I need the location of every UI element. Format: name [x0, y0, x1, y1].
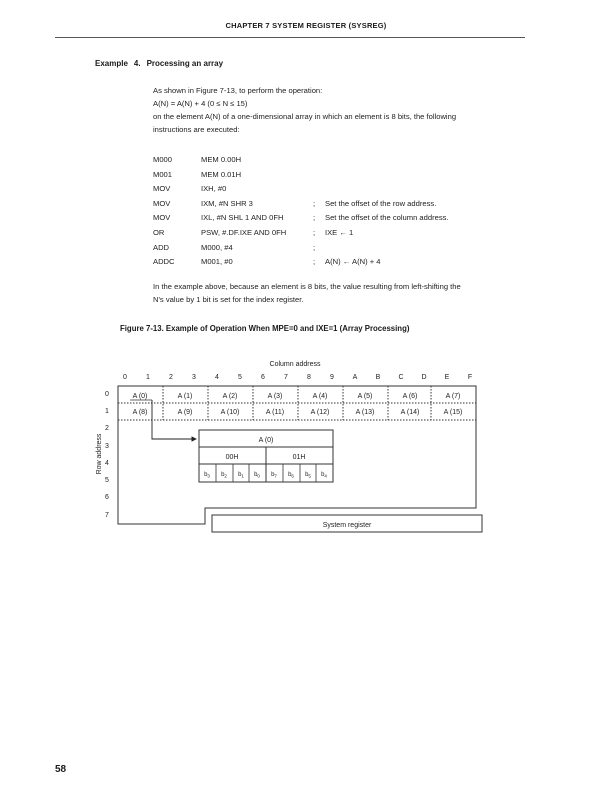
code-comment: A(N) ← A(N) + 4 — [325, 257, 381, 267]
bit-label: $b_0$ — [254, 472, 260, 479]
row-axis-label: Row address — [96, 433, 103, 475]
page-number: 58 — [55, 764, 67, 775]
array-cell: A (5) — [357, 393, 373, 400]
code-comment: IXE ← 1 — [325, 227, 354, 237]
a0-detail-title: A (0) — [258, 437, 274, 444]
bit-label: $b_6$ — [288, 472, 294, 479]
array-cell: A (3) — [267, 393, 283, 400]
code-semicolon: ; — [313, 242, 316, 252]
column-tick: C — [398, 374, 404, 381]
row-tick: 3 — [105, 443, 109, 450]
header-rule — [55, 37, 525, 38]
bit-label: $b_7$ — [271, 472, 277, 479]
code-arg: M001, #0 — [201, 257, 233, 267]
array-cell: A (8) — [132, 409, 148, 416]
row0-cells — [133, 393, 461, 400]
row-tick: 4 — [105, 460, 109, 467]
a0-pointer-arrow — [152, 400, 196, 439]
code-op: MOV — [153, 213, 171, 223]
intro-line: A(N) = A(N) + 4 (0 ≤ N ≤ 15) — [153, 99, 248, 108]
code-semicolon: ; — [313, 213, 316, 223]
outro-line: In the example above, because an element is 8 bits, the value resulting from left-shifting the — [153, 282, 461, 291]
code-op: MOV — [153, 198, 171, 208]
row-tick: 7 — [105, 512, 109, 519]
bit-label: $b_5$ — [305, 472, 311, 479]
bit-label: $b_3$ — [204, 472, 210, 479]
code-op: OR — [153, 227, 165, 237]
code-arg: PSW, #.DF.IXE AND 0FH — [201, 227, 287, 237]
column-axis-label: Column address — [269, 361, 321, 368]
example-number: 4. — [133, 59, 141, 68]
address-00h: 00H — [225, 454, 239, 461]
column-tick: 6 — [261, 374, 265, 381]
bit-label: $b_2$ — [221, 472, 227, 479]
code-semicolon: ; — [313, 227, 316, 237]
array-cell: A (4) — [312, 393, 328, 400]
example-heading — [95, 59, 223, 68]
column-tick: 8 — [307, 374, 311, 381]
array-cell: A (1) — [177, 393, 193, 400]
code-op: ADD — [153, 242, 170, 252]
column-tick: F — [467, 374, 473, 381]
row-tick: 5 — [105, 477, 109, 484]
code-comment: Set the offset of the column address. — [325, 213, 449, 223]
intro-line: on the element A(N) of a one-dimensional array in which an element is 8 bits, the following — [153, 112, 457, 121]
array-cell: A (6) — [402, 393, 418, 400]
row-tick: 6 — [105, 494, 109, 501]
array-cell: A (13) — [355, 409, 375, 416]
column-ticks — [123, 374, 472, 381]
code-arg: IXM, #N SHR 3 — [201, 198, 253, 208]
outro-paragraph — [153, 280, 528, 306]
array-cell: A (10) — [220, 409, 240, 416]
column-tick: 3 — [192, 374, 196, 381]
code-arg: IXH, #0 — [201, 184, 227, 194]
array-cell: A (2) — [222, 393, 238, 400]
code-arg: M000, #4 — [201, 242, 233, 252]
row-tick: 2 — [105, 425, 109, 432]
code-op: ADDC — [153, 257, 175, 267]
code-op: M000 — [153, 155, 172, 164]
row-tick: 1 — [105, 408, 109, 415]
example-title: Processing an array — [146, 59, 224, 68]
chapter-header: CHAPTER 7 SYSTEM REGISTER (SYSREG) — [225, 21, 387, 30]
outro-line: N's value by 1 bit is set for the index register. — [153, 295, 304, 304]
code-semicolon: ; — [313, 257, 316, 267]
column-tick: 1 — [146, 374, 150, 381]
figure-title: Figure 7-13. Example of Operation When MPE=0 and IXE=1 (Array Processing) — [120, 324, 410, 333]
array-cell: A (11) — [265, 409, 285, 416]
code-comment: Set the offset of the row address. — [325, 198, 437, 208]
column-tick: 7 — [284, 374, 288, 381]
column-tick: A — [352, 374, 358, 381]
array-cell: A (0) — [132, 393, 148, 400]
intro-line: instructions are executed: — [153, 125, 240, 134]
column-tick: 2 — [169, 374, 173, 381]
code-op: MOV — [153, 184, 171, 194]
intro-paragraph — [153, 84, 528, 136]
column-tick: D — [421, 374, 427, 381]
code-arg: IXL, #N SHL 1 AND 0FH — [201, 213, 284, 223]
code-arg: MEM 0.01H — [201, 169, 242, 179]
array-cell: A (12) — [310, 409, 330, 416]
system-register-label: System register — [322, 522, 372, 529]
column-tick: 9 — [330, 374, 334, 381]
code-op: M001 — [153, 169, 172, 179]
example-label: Example — [95, 59, 128, 68]
array-diagram — [0, 352, 612, 552]
code-semicolon: ; — [313, 198, 316, 208]
intro-line: As shown in Figure 7-13, to perform the operation: — [153, 86, 323, 95]
row1-cells — [133, 409, 463, 416]
array-cell: A (14) — [400, 409, 420, 416]
bit-label: $b_4$ — [321, 472, 327, 479]
code-arg: MEM 0.00H — [201, 155, 242, 164]
column-tick: E — [444, 374, 450, 381]
bit-label: $b_1$ — [238, 472, 244, 479]
address-01h: 01H — [292, 454, 306, 461]
array-cell: A (7) — [445, 393, 461, 400]
column-tick: 4 — [215, 374, 219, 381]
array-cell: A (9) — [177, 409, 193, 416]
column-tick: B — [375, 374, 381, 381]
row-ticks — [105, 391, 109, 519]
row-tick: 0 — [105, 391, 109, 398]
column-tick: 5 — [238, 374, 242, 381]
array-cell: A (15) — [443, 409, 463, 416]
column-tick: 0 — [123, 374, 127, 381]
